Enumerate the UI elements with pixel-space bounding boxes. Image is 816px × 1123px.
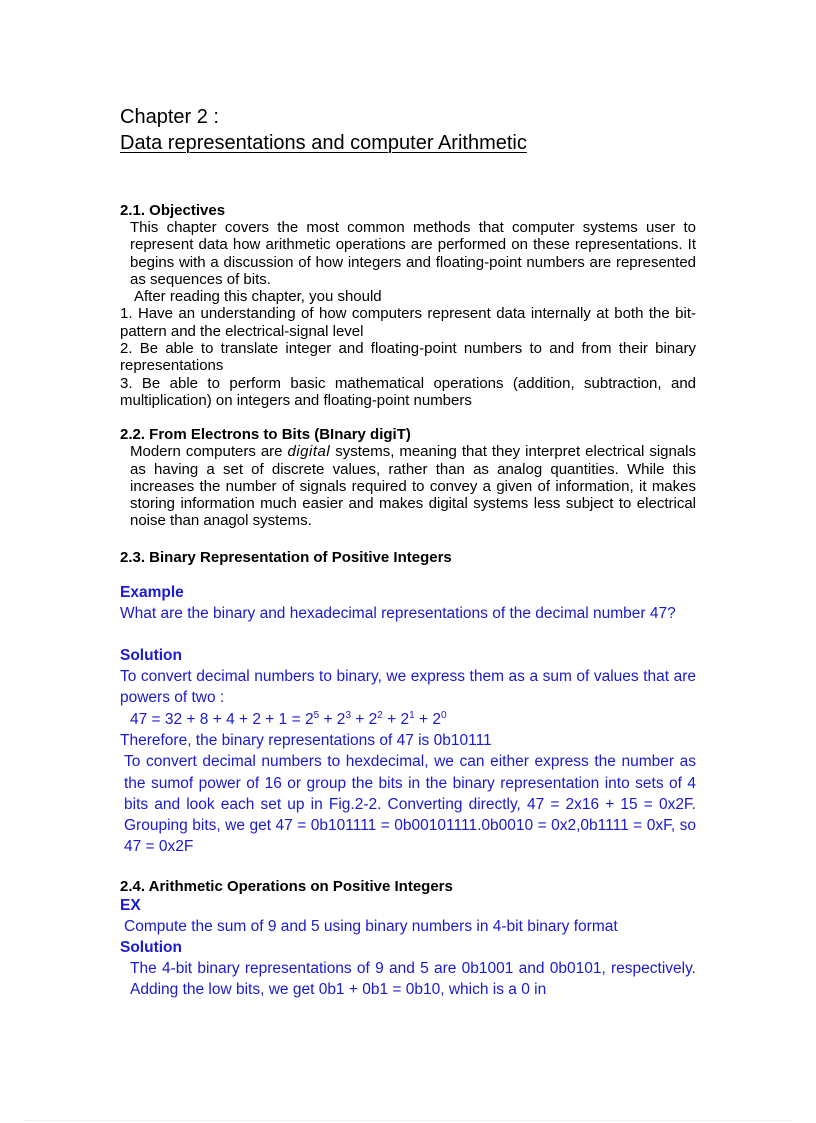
section-2-2-heading: 2.2. From Electrons to Bits (BInary digiT) [120, 426, 411, 444]
equation-term: + 2 [382, 710, 410, 728]
solution-paragraph-1: To convert decimal numbers to binary, we express them as a sum of values that are powers of two : [120, 668, 696, 707]
exponent: 5 [313, 709, 320, 721]
digital-after: systems, meaning that they interpret electrical signals as having a set of discrete values, rather than as analog quantities. While this increases the number of signals required to convey a given of information, it makes storing information much easier and makes digital systems less subject to electrical noise than anagol systems. [130, 443, 697, 530]
solution-paragraph-2: Therefore, the binary representations of 47 is 0b10111 [120, 731, 492, 749]
equation-term: + 2 [414, 710, 442, 728]
powers-equation [120, 709, 696, 730]
page-bottom-divider [24, 1120, 792, 1121]
objective-item-1: 1. Have an understanding of how computers represent data internally at both the bit-pattern and the electrical-signal level [120, 305, 696, 340]
exponent: 3 [345, 709, 351, 721]
solution-text-2: The 4-bit binary representations of 9 and 5 are 0b1001 and 0b0101, respectively. Adding the low bits, we get 0b1 + 0b1 = 0b10, which is a 0 in [130, 960, 696, 999]
digital-italic: digital [287, 443, 331, 461]
equation-prefix: 47 = 32 + 8 + 4 + 2 + 1 = 2 [130, 710, 314, 728]
objective-item-3: 3. Be able to perform basic mathematical operations (addition, subtraction, and multiplication) on integers and floating-point numbers [120, 374, 696, 409]
equation-term: + 2 [319, 710, 346, 728]
exponent: 1 [409, 709, 415, 721]
ex-label: EX [120, 896, 141, 914]
chapter-title: Data representations and computer Arithmetic [120, 132, 527, 154]
objective-item-2: 2. Be able to translate integer and floating-point numbers to and from their binary representations [120, 340, 696, 375]
solution-label: Solution [120, 647, 182, 665]
document-page [120, 104, 696, 1001]
section-2-4-heading: 2.4. Arithmetic Operations on Positive Integers [120, 877, 453, 895]
section-2-1-heading: 2.1. Objectives [120, 202, 226, 219]
solution-label-2: Solution [120, 939, 182, 957]
chapter-label: Chapter 2 : [120, 106, 219, 128]
ex-text: Compute the sum of 9 and 5 using binary numbers in 4-bit binary format [124, 917, 618, 935]
digital-before: Modern computers are [130, 443, 283, 461]
objectives-after: After reading this chapter, you should [134, 288, 382, 306]
objectives-intro: This chapter covers the most common methods that computer systems user to represent data how arithmetic operations are performed on these representations. It begins with a discussion of how integers and floating-point numbers are represented as sequences of bits. [130, 219, 696, 288]
solution-paragraph-3: To convert decimal numbers to hexdecimal, we can either express the number as the sumof power of 16 or group the bits in the binary representation into sets of 4 bits and look each set up in Fig.2-2. Converting directly, 47 = 2x16 + 15 = 0x2F. Grouping bits, we get 47 = 0b101111 = 0b00101111.0b0010 = 0x2,0b1111 = 0xF, so 47 = 0x2F [124, 753, 696, 856]
section-2-2-paragraph [120, 443, 696, 529]
equation-term: + 2 [351, 710, 378, 728]
example-text: What are the binary and hexadecimal representations of the decimal number 47? [120, 604, 676, 622]
exponent: 0 [441, 709, 447, 721]
section-2-3-heading: 2.3. Binary Representation of Positive Integers [120, 548, 452, 566]
example-label: Example [120, 583, 184, 601]
exponent: 2 [377, 709, 383, 721]
